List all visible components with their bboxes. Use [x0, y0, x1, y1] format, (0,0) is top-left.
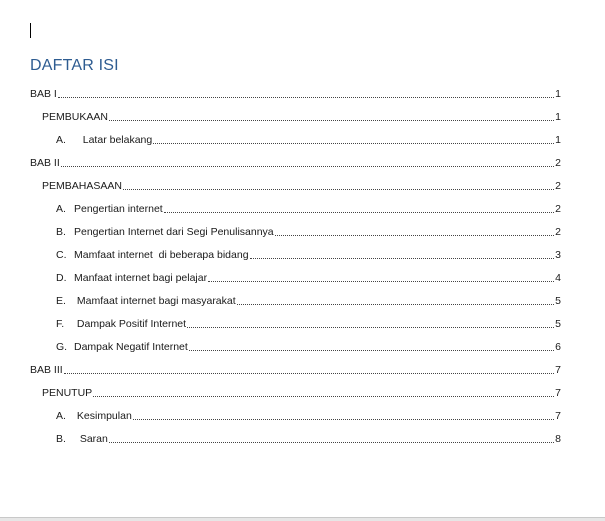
- toc-entry[interactable]: [30, 379, 561, 402]
- toc-entry-label: [56, 134, 152, 146]
- toc-page-number: 5: [555, 295, 561, 307]
- toc-entry-text: Mamfaat internet bagi masyarakat: [74, 295, 236, 307]
- toc-entry-marker: B.: [56, 226, 66, 238]
- toc-dot-leader: [187, 327, 554, 328]
- toc-entry-marker: B.: [56, 433, 66, 445]
- toc-dot-leader: [250, 258, 555, 259]
- toc-dot-leader: [109, 120, 554, 121]
- toc-dot-leader: [153, 143, 554, 144]
- table-of-contents: [30, 80, 561, 448]
- toc-page-number: 2: [555, 157, 561, 169]
- toc-entry-label: [42, 180, 122, 192]
- toc-entry-marker: A.: [56, 203, 66, 215]
- toc-entry-marker: E.: [56, 295, 66, 307]
- toc-entry-marker: A.: [56, 410, 66, 422]
- toc-entry-text: PEMBAHASAAN: [42, 180, 122, 192]
- toc-dot-leader: [208, 281, 554, 282]
- toc-page-number: 1: [555, 88, 561, 100]
- toc-page-number: 7: [555, 387, 561, 399]
- toc-page-number: 1: [555, 134, 561, 146]
- toc-page-number: 3: [555, 249, 561, 261]
- toc-entry-label: [42, 387, 92, 399]
- toc-entry-label: [56, 203, 163, 215]
- toc-dot-leader: [164, 212, 554, 213]
- toc-entry-text: Manfaat internet bagi pelajar: [74, 272, 208, 284]
- toc-dot-leader: [93, 396, 554, 397]
- toc-entry[interactable]: [30, 402, 561, 425]
- toc-entry-label: [30, 88, 57, 100]
- toc-entry-label: [56, 410, 132, 422]
- toc-entry-label: [56, 295, 236, 307]
- toc-page-number: 2: [555, 180, 561, 192]
- toc-entry-label: [30, 364, 63, 376]
- toc-page-number: 6: [555, 341, 561, 353]
- toc-page-number: 1: [555, 111, 561, 123]
- toc-dot-leader: [109, 442, 554, 443]
- toc-entry-text: Pengertian internet: [74, 203, 163, 215]
- toc-entry[interactable]: [30, 356, 561, 379]
- toc-entry[interactable]: [30, 241, 561, 264]
- toc-entry-text: PENUTUP: [42, 387, 93, 399]
- toc-entry-text: Dampak Negatif Internet: [74, 341, 188, 353]
- toc-entry-marker: G.: [56, 341, 68, 353]
- toc-dot-leader: [58, 97, 554, 98]
- toc-page-number: 7: [555, 410, 561, 422]
- toc-entry[interactable]: [30, 80, 561, 103]
- toc-entry[interactable]: [30, 287, 561, 310]
- toc-entry-marker: D.: [56, 272, 67, 284]
- toc-entry-text: Latar belakang: [74, 134, 153, 146]
- toc-entry-label: [56, 272, 207, 284]
- toc-dot-leader: [64, 373, 554, 374]
- toc-entry[interactable]: [30, 195, 561, 218]
- toc-entry-label: [42, 111, 108, 123]
- toc-entry[interactable]: [30, 172, 561, 195]
- toc-entry[interactable]: [30, 218, 561, 241]
- toc-page-number: 8: [555, 433, 561, 445]
- toc-entry[interactable]: [30, 425, 561, 448]
- toc-entry-text: Dampak Positif Internet: [74, 318, 187, 330]
- toc-entry-label: [56, 226, 274, 238]
- toc-dot-leader: [275, 235, 555, 236]
- toc-entry-label: [56, 318, 186, 330]
- page-bottom-edge: [0, 517, 605, 521]
- toc-dot-leader: [133, 419, 554, 420]
- toc-entry-marker: C.: [56, 249, 67, 261]
- text-cursor: [30, 23, 31, 38]
- toc-entry[interactable]: [30, 149, 561, 172]
- toc-entry-label: [56, 433, 108, 445]
- toc-page-number: 4: [555, 272, 561, 284]
- toc-entry-text: PEMBUKAAN: [42, 111, 108, 123]
- toc-page-number: 2: [555, 226, 561, 238]
- toc-entry-text: Kesimpulan: [74, 410, 132, 422]
- toc-entry[interactable]: [30, 333, 561, 356]
- toc-entry-text: BAB I: [30, 88, 57, 100]
- toc-entry-label: [56, 249, 249, 261]
- toc-entry-label: [56, 341, 188, 353]
- toc-entry-text: Mamfaat internet di beberapa bidang: [74, 249, 249, 261]
- toc-entry[interactable]: [30, 310, 561, 333]
- toc-entry-text: BAB II: [30, 157, 60, 169]
- toc-dot-leader: [123, 189, 554, 190]
- toc-entry[interactable]: [30, 103, 561, 126]
- toc-entry-marker: A.: [56, 134, 66, 146]
- toc-entry[interactable]: [30, 264, 561, 287]
- toc-dot-leader: [189, 350, 554, 351]
- toc-entry-marker: F.: [56, 318, 65, 330]
- toc-entry-text: Pengertian Internet dari Segi Penulisannya: [74, 226, 274, 238]
- toc-page-number: 5: [555, 318, 561, 330]
- toc-page-number: 7: [555, 364, 561, 376]
- toc-dot-leader: [237, 304, 554, 305]
- toc-entry-text: Saran: [74, 433, 108, 445]
- toc-page-number: 2: [555, 203, 561, 215]
- toc-entry[interactable]: [30, 126, 561, 149]
- toc-entry-text: BAB III: [30, 364, 63, 376]
- toc-dot-leader: [61, 166, 554, 167]
- toc-entry-label: [30, 157, 60, 169]
- toc-heading: DAFTAR ISI: [30, 57, 119, 74]
